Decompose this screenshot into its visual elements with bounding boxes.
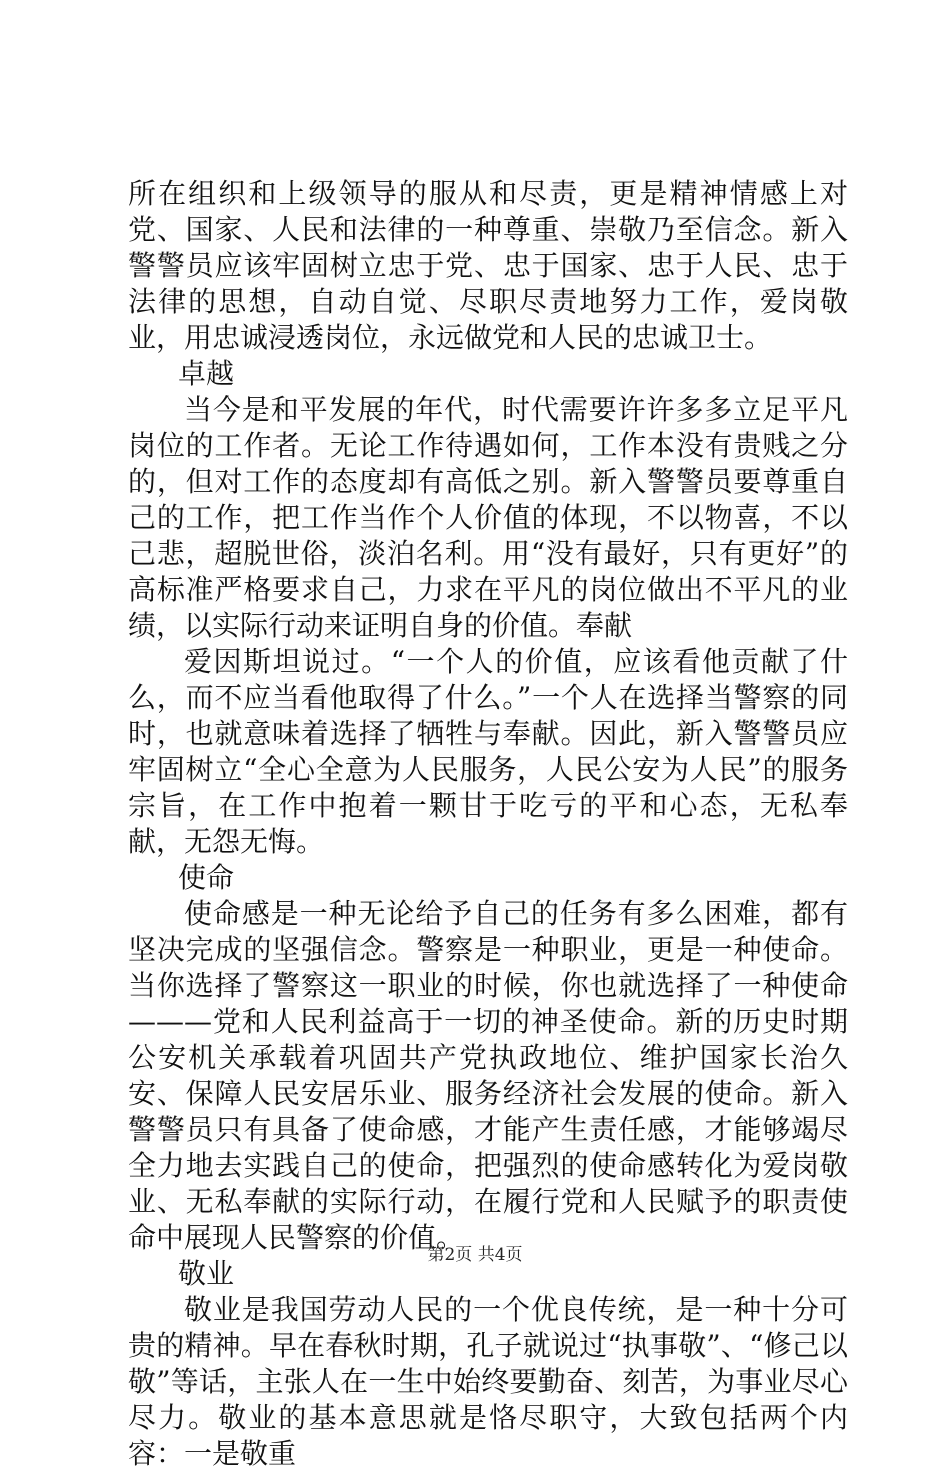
paragraph-professionalism: 敬业是我国劳动人民的一个优良传统，是一种十分可贵的精神。早在春秋时期，孔子就说过“执事敬”、“修己以敬”等话，主张人在一生中始终要勤奋、刻苦，为事业尽心尽力。敬业的基本意思就是恪尽职守，大致包括两个内容：一是敬重 [128,1293,848,1470]
paragraph-mission: 使命感是一种无论给予自己的任务有多么困难，都有坚决完成的坚强信念。警察是一种职业，更是一种使命。当你选择了警察这一职业的时候，你也就选择了一种使命———党和人民利益高于一切的神圣使命。新的历史时期公安机关承载着巩固共产党执政地位、维护国家长治久安、保障人民安居乐业、服务经济社会发展的使命。新入警警员只有具备了使命感，才能产生责任感，才能够竭尽全力地去实践自己的使命，把强烈的使命感转化为爱岗敬业、无私奉献的实际行动，在履行党和人民赋予的职责使命中展现人民警察的价值。 [128,897,848,1254]
page-number-footer: 第2页 共4页 [427,1245,523,1265]
section-heading-mission: 使命 [178,861,235,894]
document-body [128,176,848,1472]
paragraph-excellence: 当今是和平发展的年代，时代需要许许多多立足平凡岗位的工作者。无论工作待遇如何，工作本没有贵贱之分的，但对工作的态度却有高低之别。新入警警员要尊重自己的工作，把工作当作个人价值的体现，不以物喜，不以己悲，超脱世俗，淡泊名利。用“没有最好，只有更好”的高标准严格要求自己，力求在平凡的岗位做出不平凡的业绩，以实际行动来证明自身的价值。奉献 [128,393,848,642]
section-heading-professionalism: 敬业 [178,1257,235,1290]
paragraph-loyalty-continued: 所在组织和上级领导的服从和尽责，更是精神情感上对党、国家、人民和法律的一种尊重、崇敬乃至信念。新入警警员应该牢固树立忠于党、忠于国家、忠于人民、忠于法律的思想，自动自觉、尽职尽责地努力工作，爱岗敬业，用忠诚浸透岗位，永远做党和人民的忠诚卫士。 [128,177,848,354]
section-heading-excellence: 卓越 [178,357,235,390]
paragraph-dedication: 爱因斯坦说过。“一个人的价值，应该看他贡献了什么，而不应当看他取得了什么。”一个人在选择当警察的同时，也就意味着选择了牺牲与奉献。因此，新入警警员应牢固树立“全心全意为人民服务，人民公安为人民”的服务宗旨，在工作中抱着一颗甘于吃亏的平和心态，无私奉献，无怨无悔。 [128,645,848,858]
